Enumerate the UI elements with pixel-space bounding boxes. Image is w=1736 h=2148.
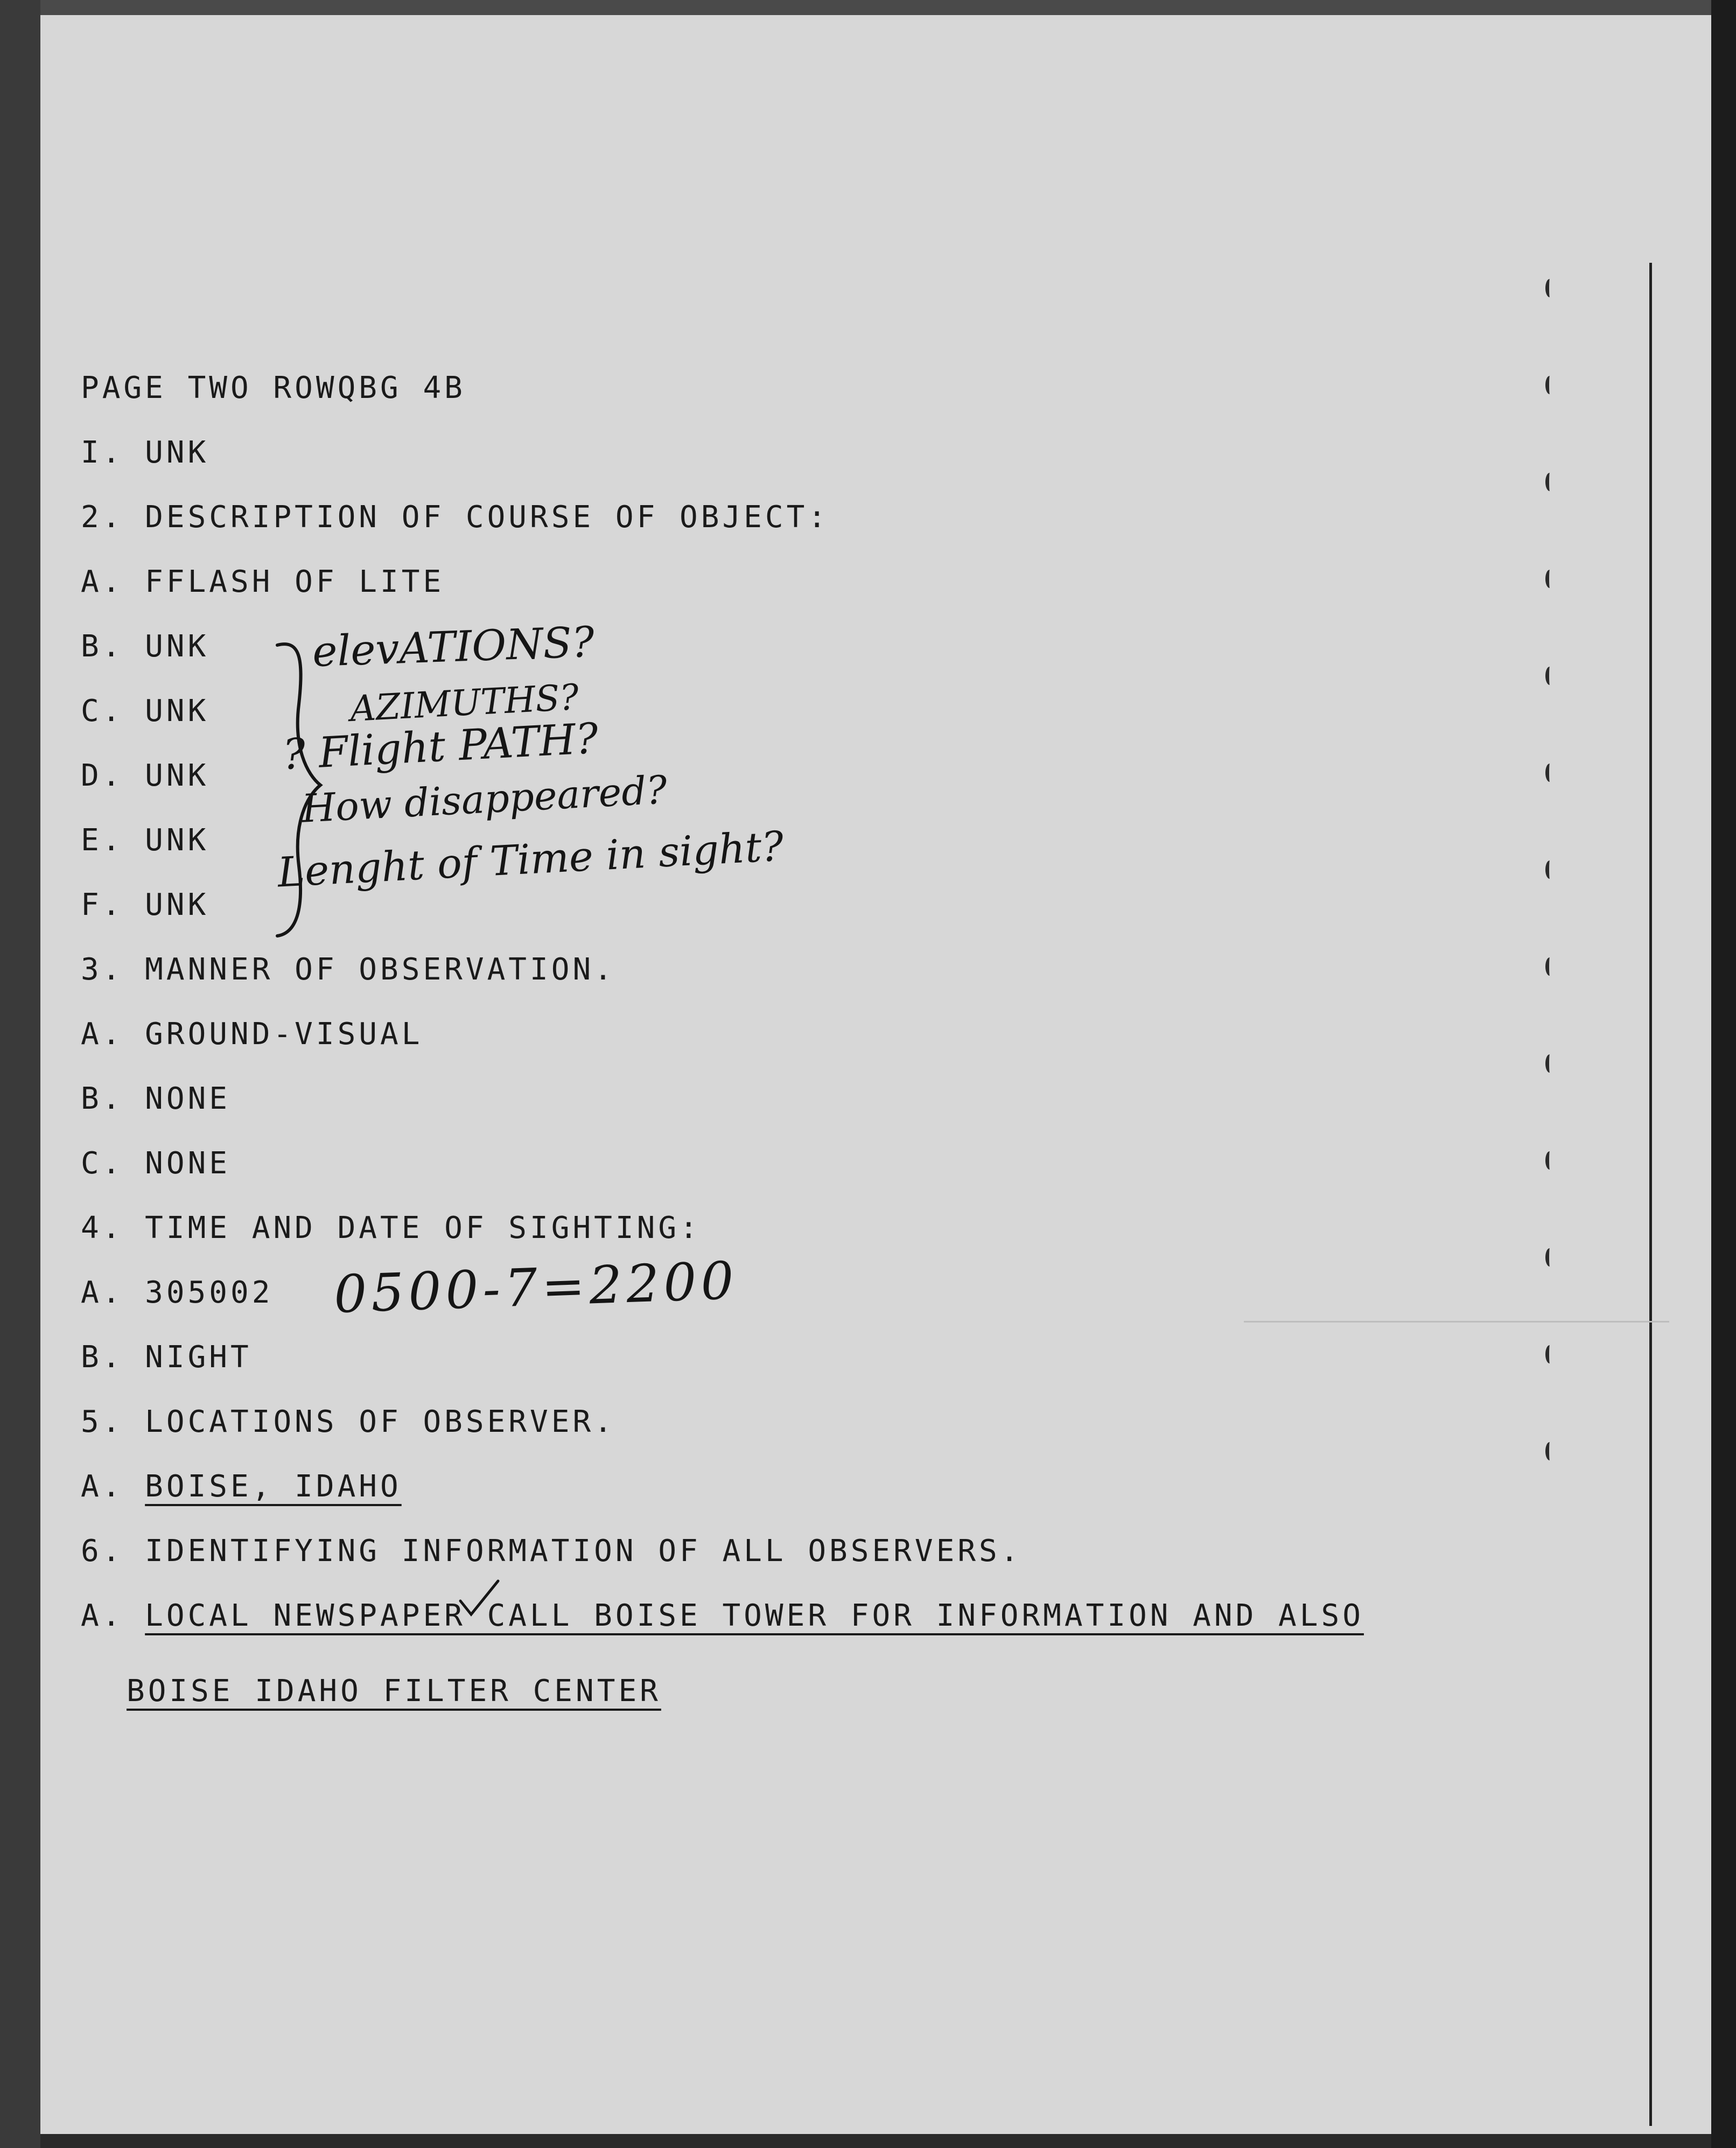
handwritten-flight-path: ? Flight PATH?: [282, 714, 600, 780]
report-line: A. FFLASH OF LITE: [81, 564, 445, 599]
punch-hole-icon: [1545, 764, 1554, 782]
report-line: 6. IDENTIFYING INFORMATION OF ALL OBSERVERS.: [81, 1534, 1022, 1569]
report-line: F. UNK: [81, 887, 209, 922]
scan-frame-top: [0, 0, 1736, 15]
right-margin-rule: [1649, 263, 1652, 2126]
report-line: D. UNK: [81, 758, 209, 793]
punch-hole-icon: [1545, 473, 1554, 491]
report-line: I. UNK: [81, 435, 209, 470]
punch-hole-icon: [1545, 860, 1554, 879]
punch-hole-icon: [1545, 570, 1554, 588]
handwritten-elevations: elevATIONS?: [311, 618, 596, 677]
handwritten-length-of-time: Lenght of Time in sight?: [276, 822, 785, 897]
punch-hole-icon: [1545, 279, 1554, 297]
report-line: A. BOISE, IDAHO: [81, 1469, 402, 1504]
report-line: 5. LOCATIONS OF OBSERVER.: [81, 1404, 615, 1439]
punch-hole-icon: [1545, 667, 1554, 685]
handwritten-check-icon: [455, 1577, 503, 1620]
punch-hole-icon: [1545, 376, 1554, 394]
punch-hole-icon: [1545, 957, 1554, 976]
report-line: C. UNK: [81, 694, 209, 729]
report-line: E. UNK: [81, 823, 209, 858]
report-line: 4. TIME AND DATE OF SIGHTING:: [81, 1211, 701, 1246]
report-line: 2. DESCRIPTION OF COURSE OF OBJECT:: [81, 500, 830, 535]
page-header: PAGE TWO ROWQBG 4B: [81, 370, 466, 405]
punch-hole-icon: [1545, 1442, 1554, 1460]
report-line: B. NIGHT: [81, 1340, 252, 1375]
report-continuation-line: BOISE IDAHO FILTER CENTER: [127, 1674, 661, 1709]
document-page: [40, 15, 1711, 2134]
handwritten-time-calculation: 0500-7=2200: [333, 1250, 739, 1325]
punch-hole-icon: [1545, 1151, 1554, 1170]
report-line: 3. MANNER OF OBSERVATION.: [81, 952, 615, 987]
report-line: B. UNK: [81, 629, 209, 664]
fold-crease: [1244, 1321, 1669, 1323]
handwritten-azimuths: AZIMUTHS?: [349, 676, 580, 730]
report-line: C. NONE: [81, 1146, 231, 1181]
punch-hole-icon: [1545, 1054, 1554, 1073]
punch-hole-icon: [1545, 1248, 1554, 1267]
scan-frame-left: [0, 0, 40, 2148]
report-line: A. GROUND-VISUAL: [81, 1017, 423, 1052]
report-line: A. 305002: [81, 1275, 274, 1310]
report-line: A. LOCAL NEWSPAPER CALL BOISE TOWER FOR INFORMATION AND ALSO: [81, 1598, 1364, 1633]
scan-frame-right: [1711, 0, 1736, 2148]
handwritten-how-disappeared: How disappeared?: [300, 767, 668, 831]
report-line: B. NONE: [81, 1081, 231, 1116]
punch-hole-icon: [1545, 1345, 1554, 1363]
